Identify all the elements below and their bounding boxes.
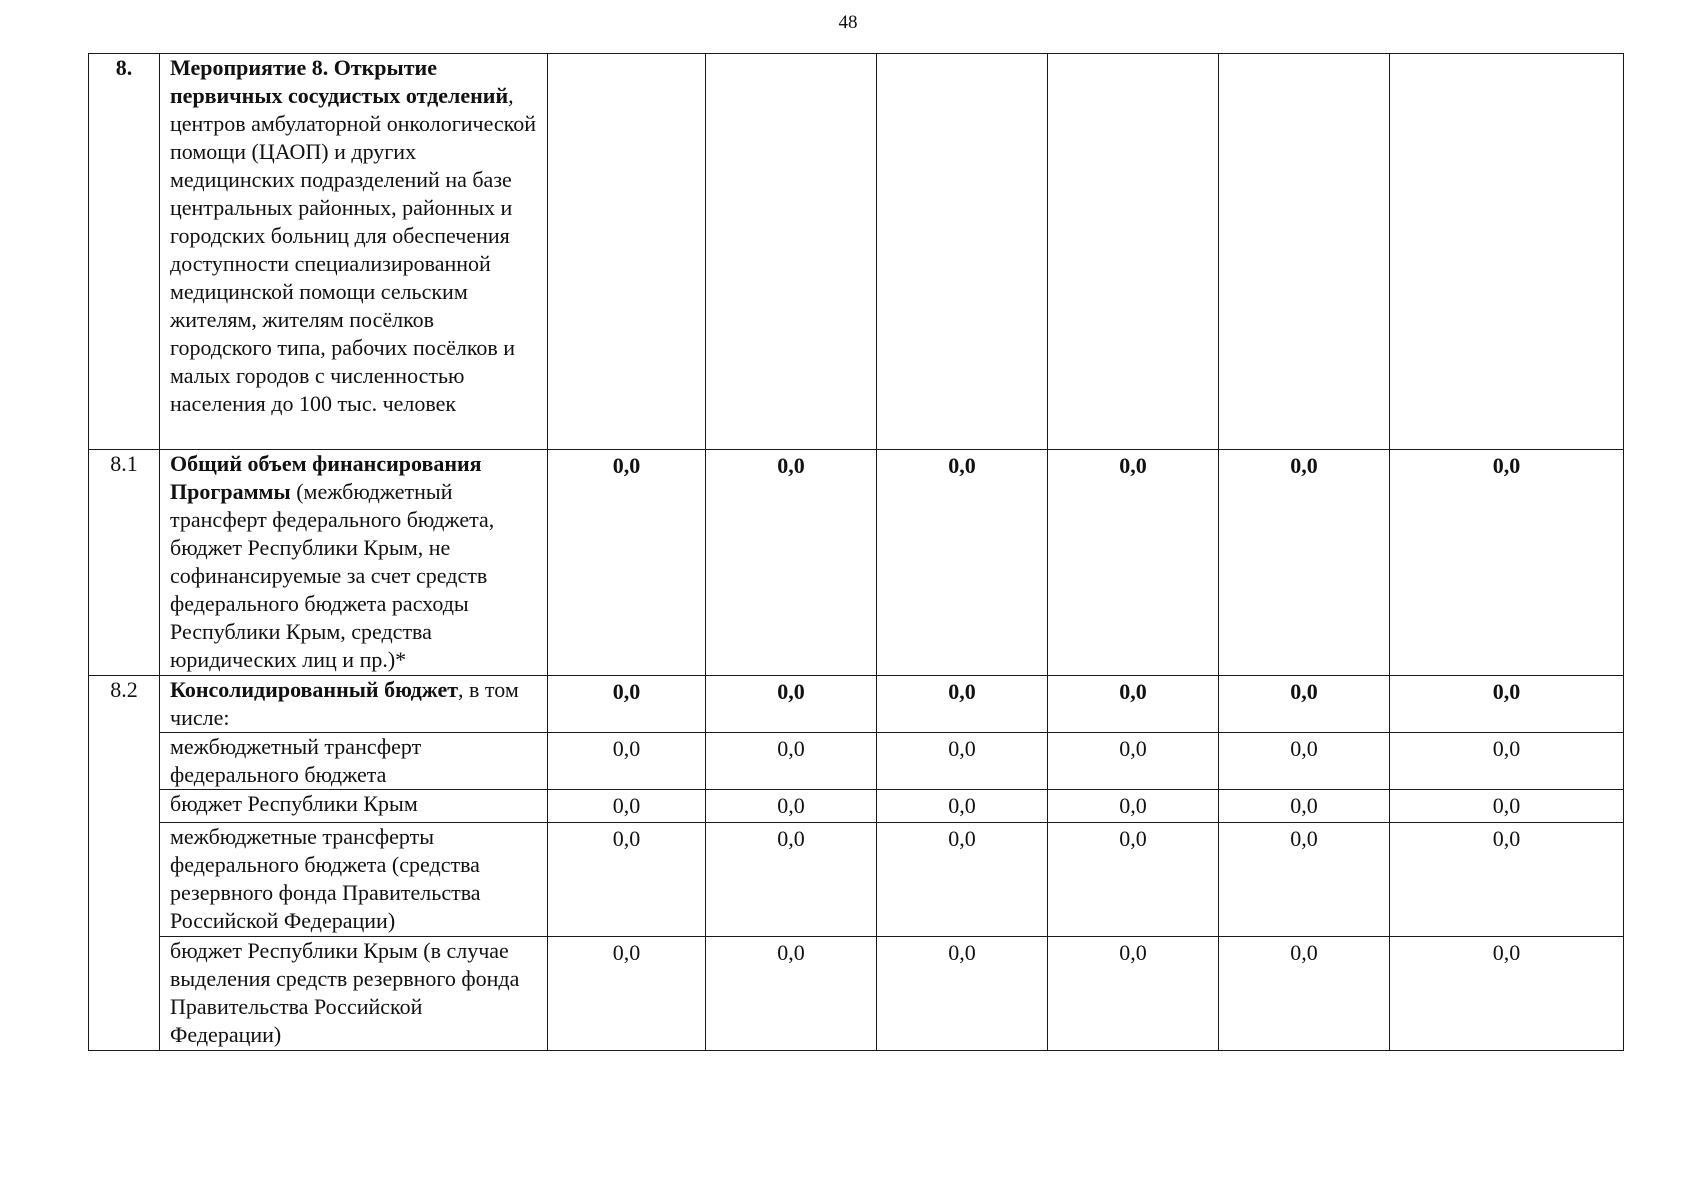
value-cell: 0,0 — [1219, 937, 1390, 1051]
value-cell — [1048, 54, 1219, 450]
row-title-bold: Консолидированный бюджет — [170, 677, 459, 702]
row-title — [160, 676, 548, 733]
row-title-rest: , центров амбулаторной онкологической помощи (ЦАОП) и других медицинских подразделений на базе центральных районных, районных и городских больниц для обеспечения доступности специализированной медицинской помощи сельским жителям, жителям посёлков городского типа, рабочих посёлков и малых городов с численностью населения до 100 тыс. человек — [170, 83, 537, 416]
value-cell: 0,0 — [706, 790, 877, 823]
value-cell: 0,0 — [1219, 790, 1390, 823]
value-cell: 0,0 — [1390, 450, 1624, 676]
row-title-bold: Общий объем финансирования Программы — [170, 451, 482, 504]
row-title: бюджет Республики Крым — [160, 790, 548, 823]
table-row-crimea-budget — [89, 790, 1624, 823]
value-cell: 0,0 — [548, 450, 706, 676]
row-title: межбюджетный трансферт федерального бюджета — [160, 733, 548, 790]
budget-table — [88, 53, 1624, 1051]
value-cell: 0,0 — [877, 676, 1048, 733]
value-cell — [548, 54, 706, 450]
row-title-bold: Мероприятие 8. Открытие первичных сосудистых отделений — [170, 55, 509, 108]
row-number: 8.2 — [89, 676, 160, 1051]
table-row-8 — [89, 54, 1624, 450]
value-cell: 0,0 — [706, 823, 877, 937]
value-cell — [1219, 54, 1390, 450]
value-cell: 0,0 — [1390, 733, 1624, 790]
row-title-rest: , в том числе: — [170, 677, 519, 730]
value-cell: 0,0 — [1048, 450, 1219, 676]
row-title — [160, 450, 548, 676]
value-cell: 0,0 — [1048, 823, 1219, 937]
value-cell: 0,0 — [1390, 937, 1624, 1051]
value-cell: 0,0 — [1219, 733, 1390, 790]
table-row-reserve-transfer — [89, 823, 1624, 937]
value-cell: 0,0 — [706, 733, 877, 790]
value-cell: 0,0 — [548, 823, 706, 937]
value-cell — [877, 54, 1048, 450]
value-cell: 0,0 — [548, 937, 706, 1051]
value-cell: 0,0 — [877, 937, 1048, 1051]
value-cell: 0,0 — [1390, 823, 1624, 937]
table-row-8-2 — [89, 676, 1624, 733]
row-title: бюджет Республики Крым (в случае выделения средств резервного фонда Правительства Российской Федерации) — [160, 937, 548, 1051]
value-cell: 0,0 — [1048, 676, 1219, 733]
table-row-8-1 — [89, 450, 1624, 676]
value-cell: 0,0 — [877, 733, 1048, 790]
value-cell: 0,0 — [1390, 676, 1624, 733]
row-title: межбюджетные трансферты федерального бюджета (средства резервного фонда Правительства Российской Федерации) — [160, 823, 548, 937]
value-cell: 0,0 — [706, 937, 877, 1051]
value-cell: 0,0 — [548, 733, 706, 790]
value-cell: 0,0 — [877, 450, 1048, 676]
value-cell: 0,0 — [1219, 823, 1390, 937]
row-number: 8. — [89, 54, 160, 450]
value-cell: 0,0 — [1219, 450, 1390, 676]
value-cell — [1390, 54, 1624, 450]
value-cell: 0,0 — [1219, 676, 1390, 733]
row-number: 8.1 — [89, 450, 160, 676]
value-cell: 0,0 — [1390, 790, 1624, 823]
table-row-federal-transfer — [89, 733, 1624, 790]
value-cell: 0,0 — [1048, 790, 1219, 823]
value-cell: 0,0 — [877, 790, 1048, 823]
value-cell: 0,0 — [1048, 937, 1219, 1051]
value-cell — [706, 54, 877, 450]
value-cell: 0,0 — [706, 450, 877, 676]
table-row-crimea-reserve — [89, 937, 1624, 1051]
row-title — [160, 54, 548, 450]
row-title-rest: (межбюджетный трансферт федерального бюджета, бюджет Республики Крым, не софинансируемые за счет средств федерального бюджета расходы Республики Крым, средства юридических лиц и пр.)* — [170, 479, 495, 672]
value-cell: 0,0 — [548, 676, 706, 733]
value-cell: 0,0 — [1048, 733, 1219, 790]
value-cell: 0,0 — [548, 790, 706, 823]
value-cell: 0,0 — [877, 823, 1048, 937]
value-cell: 0,0 — [706, 676, 877, 733]
page-number: 48 — [838, 12, 858, 33]
